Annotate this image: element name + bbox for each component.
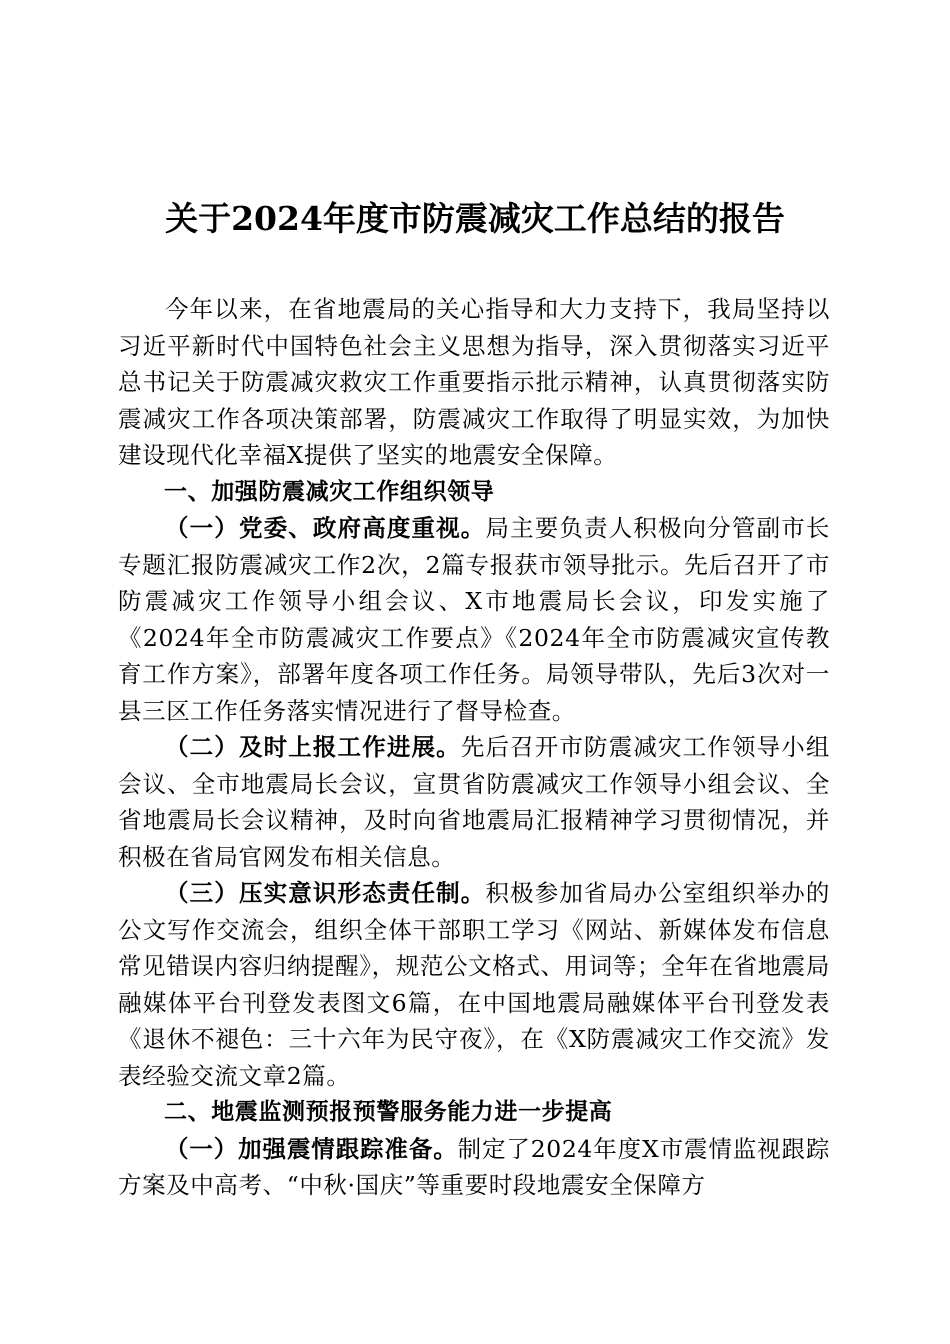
section-1-item-1	[118, 510, 830, 729]
section-1-item-1-text: 局主要负责人积极向分管副市长专题汇报防震减灾工作2次，2篇专报获市领导批示。先后召开了市防震减灾工作领导小组会议、X市地震局长会议，印发实施了《2024年全市防震减灾工作要点》《2024年全市防震减灾宣传教育工作方案》，部署年度各项工作任务。局领导带队，先后3次对一县三区工作任务落实情况进行了督导检查。	[118, 514, 830, 725]
section-2-heading: 二、地震监测预报预警服务能力进一步提高	[164, 1099, 613, 1125]
section-2-item-1-text: 制定了2024年度X市震情监视跟踪方案及中高考、“中秋·国庆”等重要时段地震安全保障方	[118, 1134, 830, 1199]
section-1-item-2-lead: （二）及时上报工作进展。	[165, 733, 461, 761]
intro-paragraph: 今年以来，在省地震局的关心指导和大力支持下，我局坚持以习近平新时代中国特色社会主义思想为指导，深入贯彻落实习近平总书记关于防震减灾救灾工作重要指示批示精神，认真贯彻落实防震减灾工作各项决策部署，防震减灾工作取得了明显实效，为加快建设现代化幸福X提供了坚实的地震安全保障。	[118, 295, 830, 469]
section-2-item-1-lead: （一）加强震情跟踪准备。	[165, 1134, 458, 1163]
document-title: 关于2024年度市防震减灾工作总结的报告	[165, 199, 785, 238]
section-1-item-3-text: 积极参加省局办公室组织举办的公文写作交流会，组织全体干部职工学习《网站、新媒体发布信息常见错误内容归纳提醒》，规范公文格式、用词等；全年在省地震局融媒体平台刊登发表图文6篇，在中国地震局融媒体平台刊登发表《退休不褪色：三十六年为民守夜》，在《X防震减灾工作交流》发表经验交流文章2篇。	[118, 879, 830, 1090]
section-2-item-1	[118, 1131, 830, 1204]
section-1-item-2	[118, 729, 830, 875]
section-1-item-1-lead: （一）党委、政府高度重视。	[165, 514, 486, 542]
section-1-item-3	[118, 875, 830, 1094]
section-1-heading: 一、加强防震减灾工作组织领导	[164, 478, 495, 505]
section-1-item-3-lead: （三）压实意识形态责任制。	[165, 879, 486, 907]
document-body	[118, 291, 830, 1204]
section-1-item-2-text: 先后召开市防震减灾工作领导小组会议、全市地震局长会议，宣贯省防震减灾工作领导小组会议、全省地震局长会议精神，及时向省地震局汇报精神学习贯彻情况，并积极在省局官网发布相关信息。	[118, 733, 831, 871]
